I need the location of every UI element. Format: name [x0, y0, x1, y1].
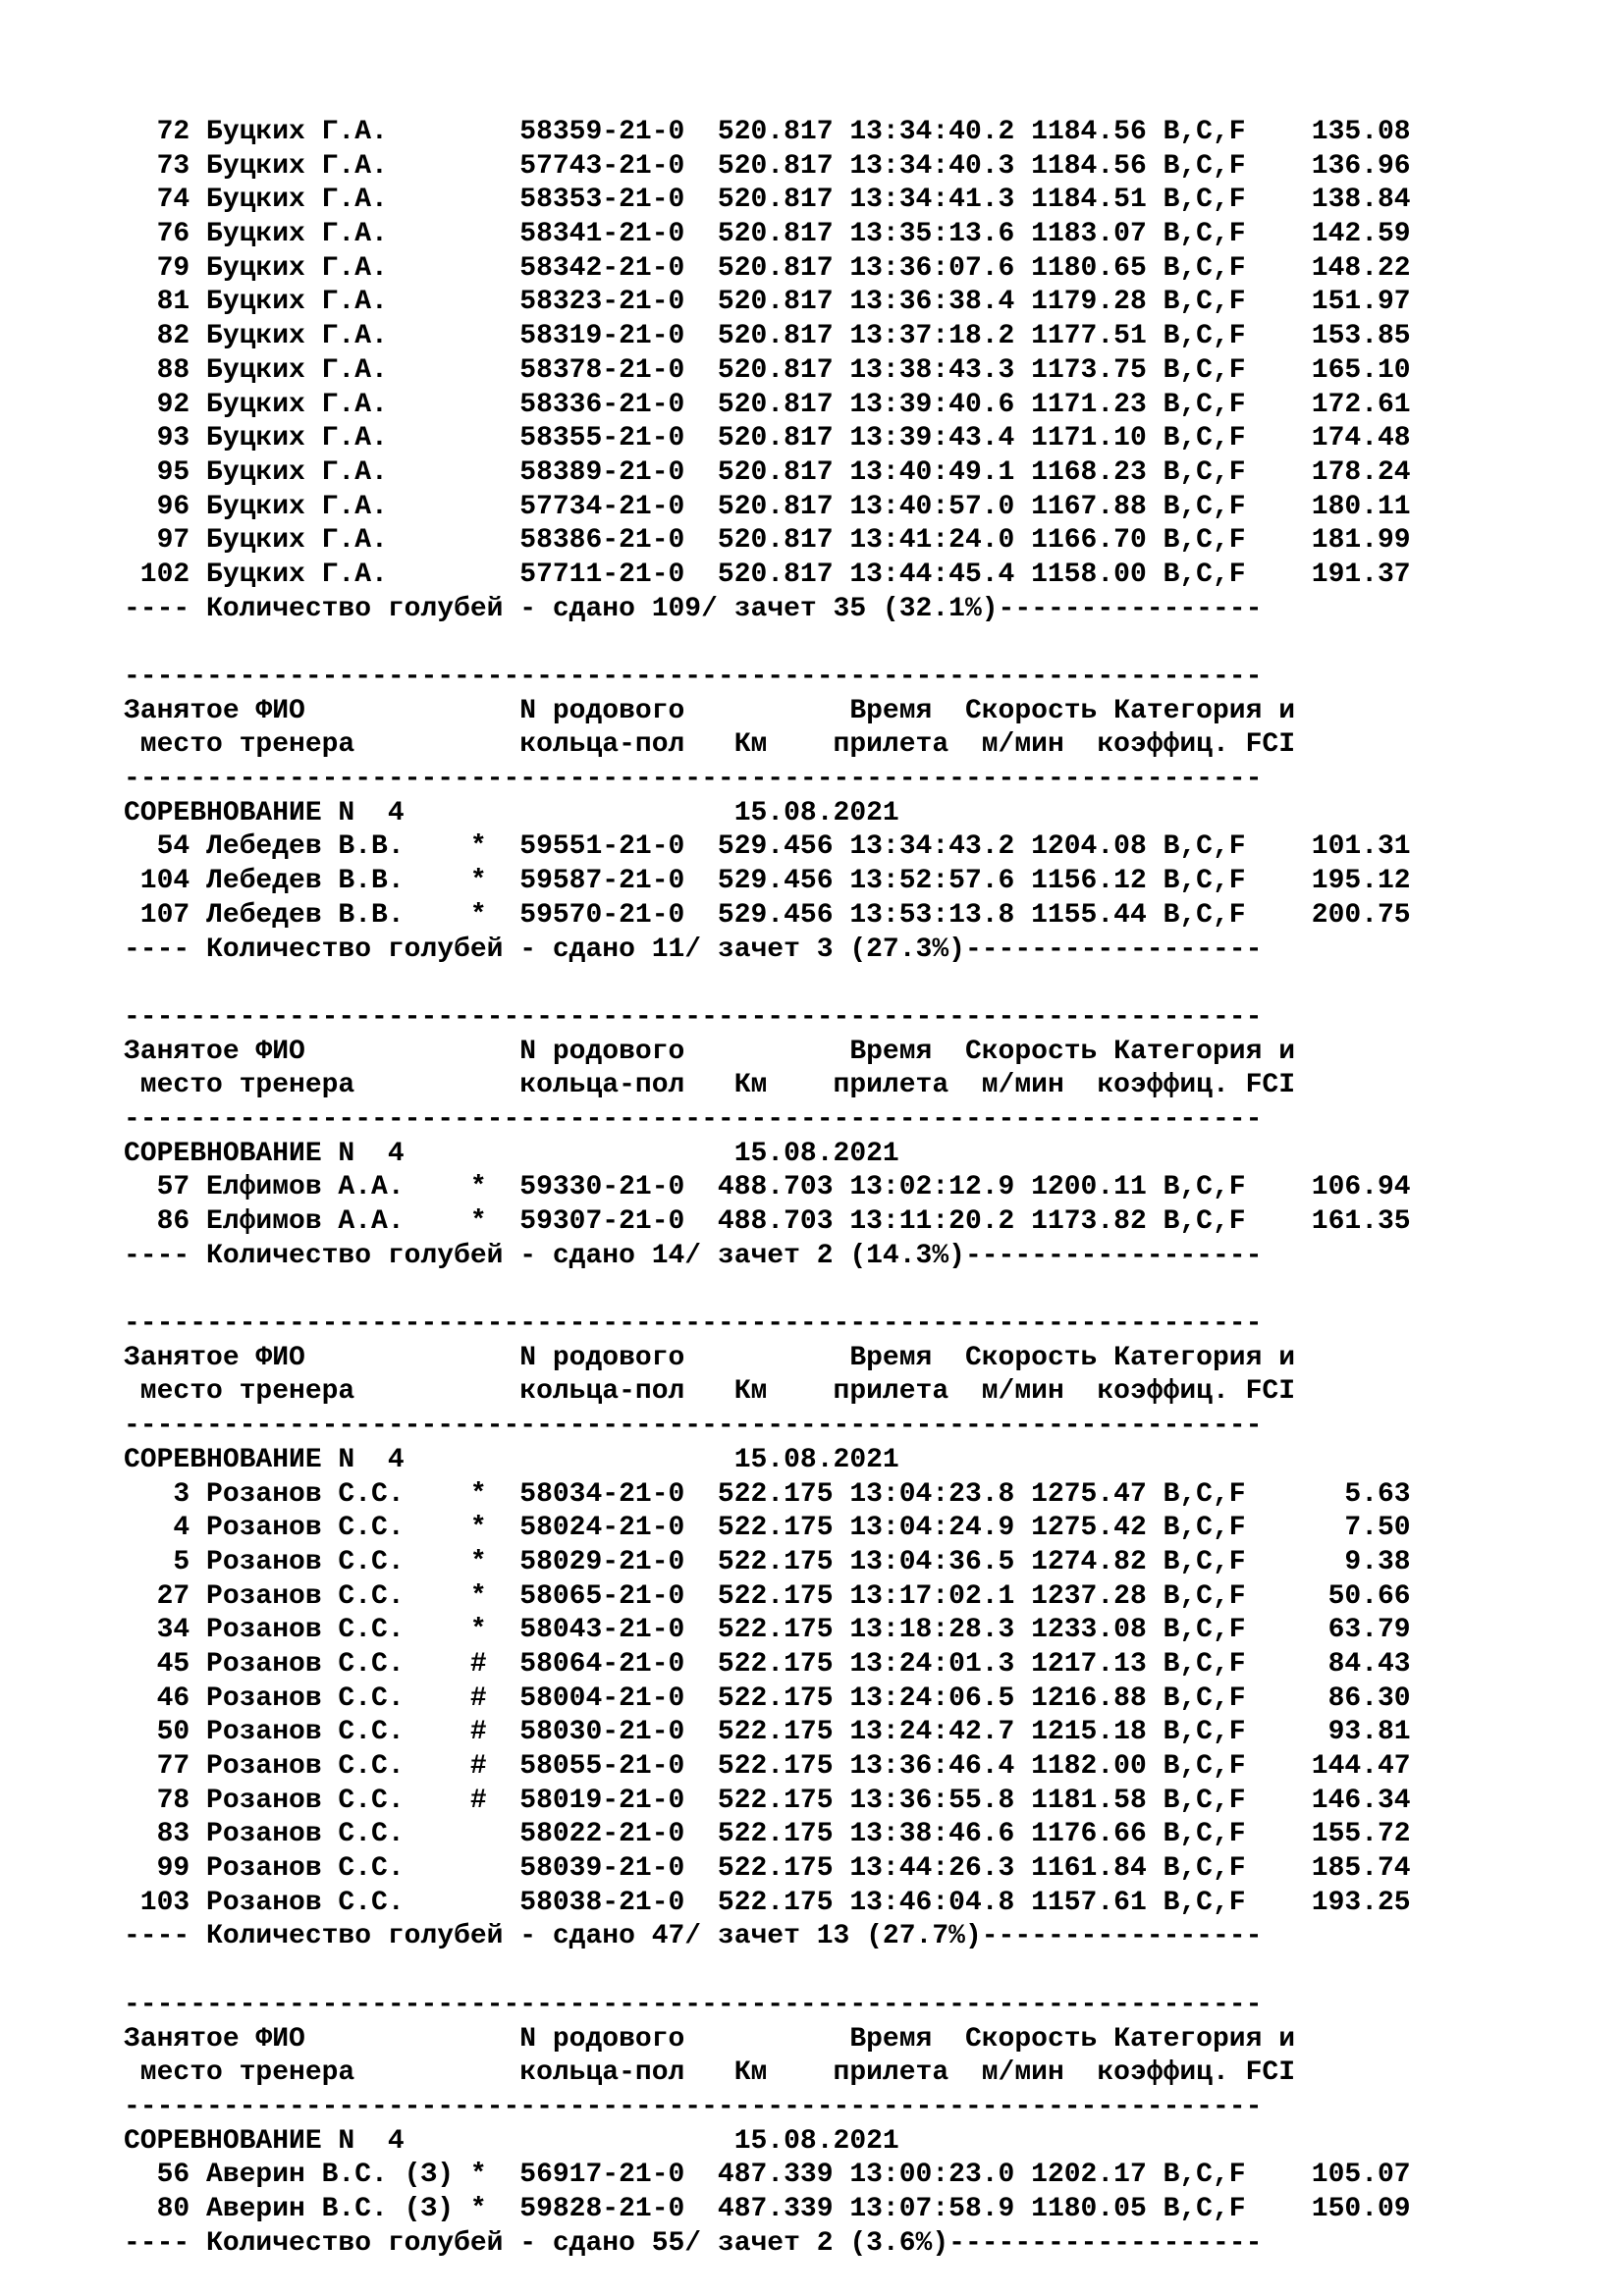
- result-row: 95 Буцких Г.А. 58389-21-0 520.817 13:40:49.1 1168.23 B,C,F 178.24: [124, 456, 1411, 488]
- result-row: 107 Лебедев В.В. * 59570-21-0 529.456 13:53:13.8 1155.44 B,C,F 200.75: [124, 899, 1411, 931]
- result-row: 56 Аверин В.С. (З) * 56917-21-0 487.339 13:00:23.0 1202.17 B,C,F 105.07: [124, 2160, 1411, 2191]
- result-row: 102 Буцких Г.А. 57711-21-0 520.817 13:44:45.4 1158.00 B,C,F 191.37: [124, 559, 1411, 590]
- result-row: 97 Буцких Г.А. 58386-21-0 520.817 13:41:24.0 1166.70 B,C,F 181.99: [124, 525, 1411, 557]
- result-row: 99 Розанов С.С. 58039-21-0 522.175 13:44:26.3 1161.84 B,C,F 185.74: [124, 1853, 1411, 1885]
- summary-line: ---- Количество голубей - сдано 47/ зачет 13 (27.7%)-----------------: [124, 1921, 1263, 1952]
- column-header-line: место тренера кольца-пол Км прилета м/мин коэффиц. FCI: [124, 1376, 1295, 1408]
- result-row: 80 Аверин В.С. (З) * 59828-21-0 487.339 13:07:58.9 1180.05 B,C,F 150.09: [124, 2193, 1411, 2224]
- result-row: 82 Буцких Г.А. 58319-21-0 520.817 13:37:18.2 1177.51 B,C,F 153.85: [124, 321, 1411, 352]
- result-row: 86 Елфимов А.А. * 59307-21-0 488.703 13:11:20.2 1173.82 B,C,F 161.35: [124, 1206, 1411, 1237]
- summary-line: ---- Количество голубей - сдано 11/ зачет 3 (27.3%)------------------: [124, 934, 1263, 965]
- result-row: 57 Елфимов А.А. * 59330-21-0 488.703 13:02:12.9 1200.11 B,C,F 106.94: [124, 1172, 1411, 1203]
- result-row: 50 Розанов С.С. # 58030-21-0 522.175 13:24:42.7 1215.18 B,C,F 93.81: [124, 1717, 1411, 1748]
- result-row: 104 Лебедев В.В. * 59587-21-0 529.456 13:52:57.6 1156.12 B,C,F 195.12: [124, 866, 1411, 897]
- result-row: 79 Буцких Г.А. 58342-21-0 520.817 13:36:07.6 1180.65 B,C,F 148.22: [124, 252, 1411, 284]
- rule-line: ---------------------------------------------------------------------: [124, 1411, 1263, 1442]
- result-row: 73 Буцких Г.А. 57743-21-0 520.817 13:34:40.3 1184.56 B,C,F 136.96: [124, 150, 1411, 182]
- result-row: 45 Розанов С.С. # 58064-21-0 522.175 13:24:01.3 1217.13 B,C,F 84.43: [124, 1648, 1411, 1680]
- rule-line: ---------------------------------------------------------------------: [124, 2091, 1263, 2122]
- result-row: 92 Буцких Г.А. 58336-21-0 520.817 13:39:40.6 1171.23 B,C,F 172.61: [124, 389, 1411, 420]
- result-row: 27 Розанов С.С. * 58065-21-0 522.175 13:17:02.1 1237.28 B,C,F 50.66: [124, 1580, 1411, 1612]
- blank-line: [124, 1954, 1597, 1989]
- blank-line: [124, 1273, 1597, 1308]
- result-row: 46 Розанов С.С. # 58004-21-0 522.175 13:24:06.5 1216.88 B,C,F 86.30: [124, 1682, 1411, 1714]
- competition-line: СОРЕВНОВАНИЕ N 4 15.08.2021: [124, 797, 899, 828]
- rule-line: ---------------------------------------------------------------------: [124, 1308, 1263, 1340]
- column-header-line: Занятое ФИО N родового Время Скорость Категория и: [124, 2023, 1295, 2055]
- result-row: 96 Буцких Г.А. 57734-21-0 520.817 13:40:57.0 1167.88 B,C,F 180.11: [124, 491, 1411, 522]
- summary-line: ---- Количество голубей - сдано 55/ зачет 2 (3.6%)-------------------: [124, 2227, 1263, 2259]
- result-row: 74 Буцких Г.А. 58353-21-0 520.817 13:34:41.3 1184.51 B,C,F 138.84: [124, 185, 1411, 216]
- rule-line: ---------------------------------------------------------------------: [124, 764, 1263, 795]
- competition-line: СОРЕВНОВАНИЕ N 4 15.08.2021: [124, 2125, 899, 2157]
- result-row: 77 Розанов С.С. # 58055-21-0 522.175 13:36:46.4 1182.00 B,C,F 144.47: [124, 1751, 1411, 1782]
- result-row: 5 Розанов С.С. * 58029-21-0 522.175 13:04:36.5 1274.82 B,C,F 9.38: [124, 1546, 1411, 1577]
- result-row: 72 Буцких Г.А. 58359-21-0 520.817 13:34:40.2 1184.56 B,C,F 135.08: [124, 117, 1411, 147]
- result-row: 34 Розанов С.С. * 58043-21-0 522.175 13:18:28.3 1233.08 B,C,F 63.79: [124, 1615, 1411, 1646]
- rule-line: ---------------------------------------------------------------------: [124, 662, 1263, 692]
- competition-line: СОРЕВНОВАНИЕ N 4 15.08.2021: [124, 1444, 899, 1475]
- result-row: 76 Буцких Г.А. 58341-21-0 520.817 13:35:13.6 1183.07 B,C,F 142.59: [124, 219, 1411, 250]
- result-row: 81 Буцких Г.А. 58323-21-0 520.817 13:36:38.4 1179.28 B,C,F 151.97: [124, 287, 1411, 318]
- competition-line: СОРЕВНОВАНИЕ N 4 15.08.2021: [124, 1138, 899, 1169]
- column-header-line: Занятое ФИО N родового Время Скорость Категория и: [124, 1036, 1295, 1067]
- result-row: 88 Буцких Г.А. 58378-21-0 520.817 13:38:43.3 1173.75 B,C,F 165.10: [124, 354, 1411, 386]
- summary-line: ---- Количество голубей - сдано 109/ зачет 35 (32.1%)----------------: [124, 593, 1263, 624]
- result-row: 3 Розанов С.С. * 58034-21-0 522.175 13:04:23.8 1275.47 B,C,F 5.63: [124, 1478, 1411, 1510]
- rule-line: ---------------------------------------------------------------------: [124, 1001, 1263, 1033]
- column-header-line: место тренера кольца-пол Км прилета м/мин коэффиц. FCI: [124, 729, 1295, 761]
- result-row: 93 Буцких Г.А. 58355-21-0 520.817 13:39:43.4 1171.10 B,C,F 174.48: [124, 423, 1411, 454]
- blank-line: [124, 967, 1597, 1001]
- rule-line: ---------------------------------------------------------------------: [124, 1103, 1263, 1135]
- result-row: 103 Розанов С.С. 58038-21-0 522.175 13:46:04.8 1157.61 B,C,F 193.25: [124, 1887, 1411, 1918]
- column-header-line: место тренера кольца-пол Км прилета м/мин коэффиц. FCI: [124, 2057, 1295, 2089]
- result-row: 78 Розанов С.С. # 58019-21-0 522.175 13:36:55.8 1181.58 B,C,F 146.34: [124, 1785, 1411, 1816]
- blank-line: [124, 626, 1597, 661]
- result-row: 54 Лебедев В.В. * 59551-21-0 529.456 13:34:43.2 1204.08 B,C,F 101.31: [124, 831, 1411, 863]
- column-header-line: место тренера кольца-пол Км прилета м/мин коэффиц. FCI: [124, 1070, 1295, 1101]
- summary-line: ---- Количество голубей - сдано 14/ зачет 2 (14.3%)------------------: [124, 1240, 1263, 1271]
- rule-line: ---------------------------------------------------------------------: [124, 1989, 1263, 2020]
- column-header-line: Занятое ФИО N родового Время Скорость Категория и: [124, 695, 1295, 726]
- result-row: 4 Розанов С.С. * 58024-21-0 522.175 13:04:24.9 1275.42 B,C,F 7.50: [124, 1513, 1411, 1544]
- column-header-line: Занятое ФИО N родового Время Скорость Категория и: [124, 1342, 1295, 1373]
- results-report: [124, 0, 1597, 2261]
- result-row: 83 Розанов С.С. 58022-21-0 522.175 13:38:46.6 1176.66 B,C,F 155.72: [124, 1819, 1411, 1850]
